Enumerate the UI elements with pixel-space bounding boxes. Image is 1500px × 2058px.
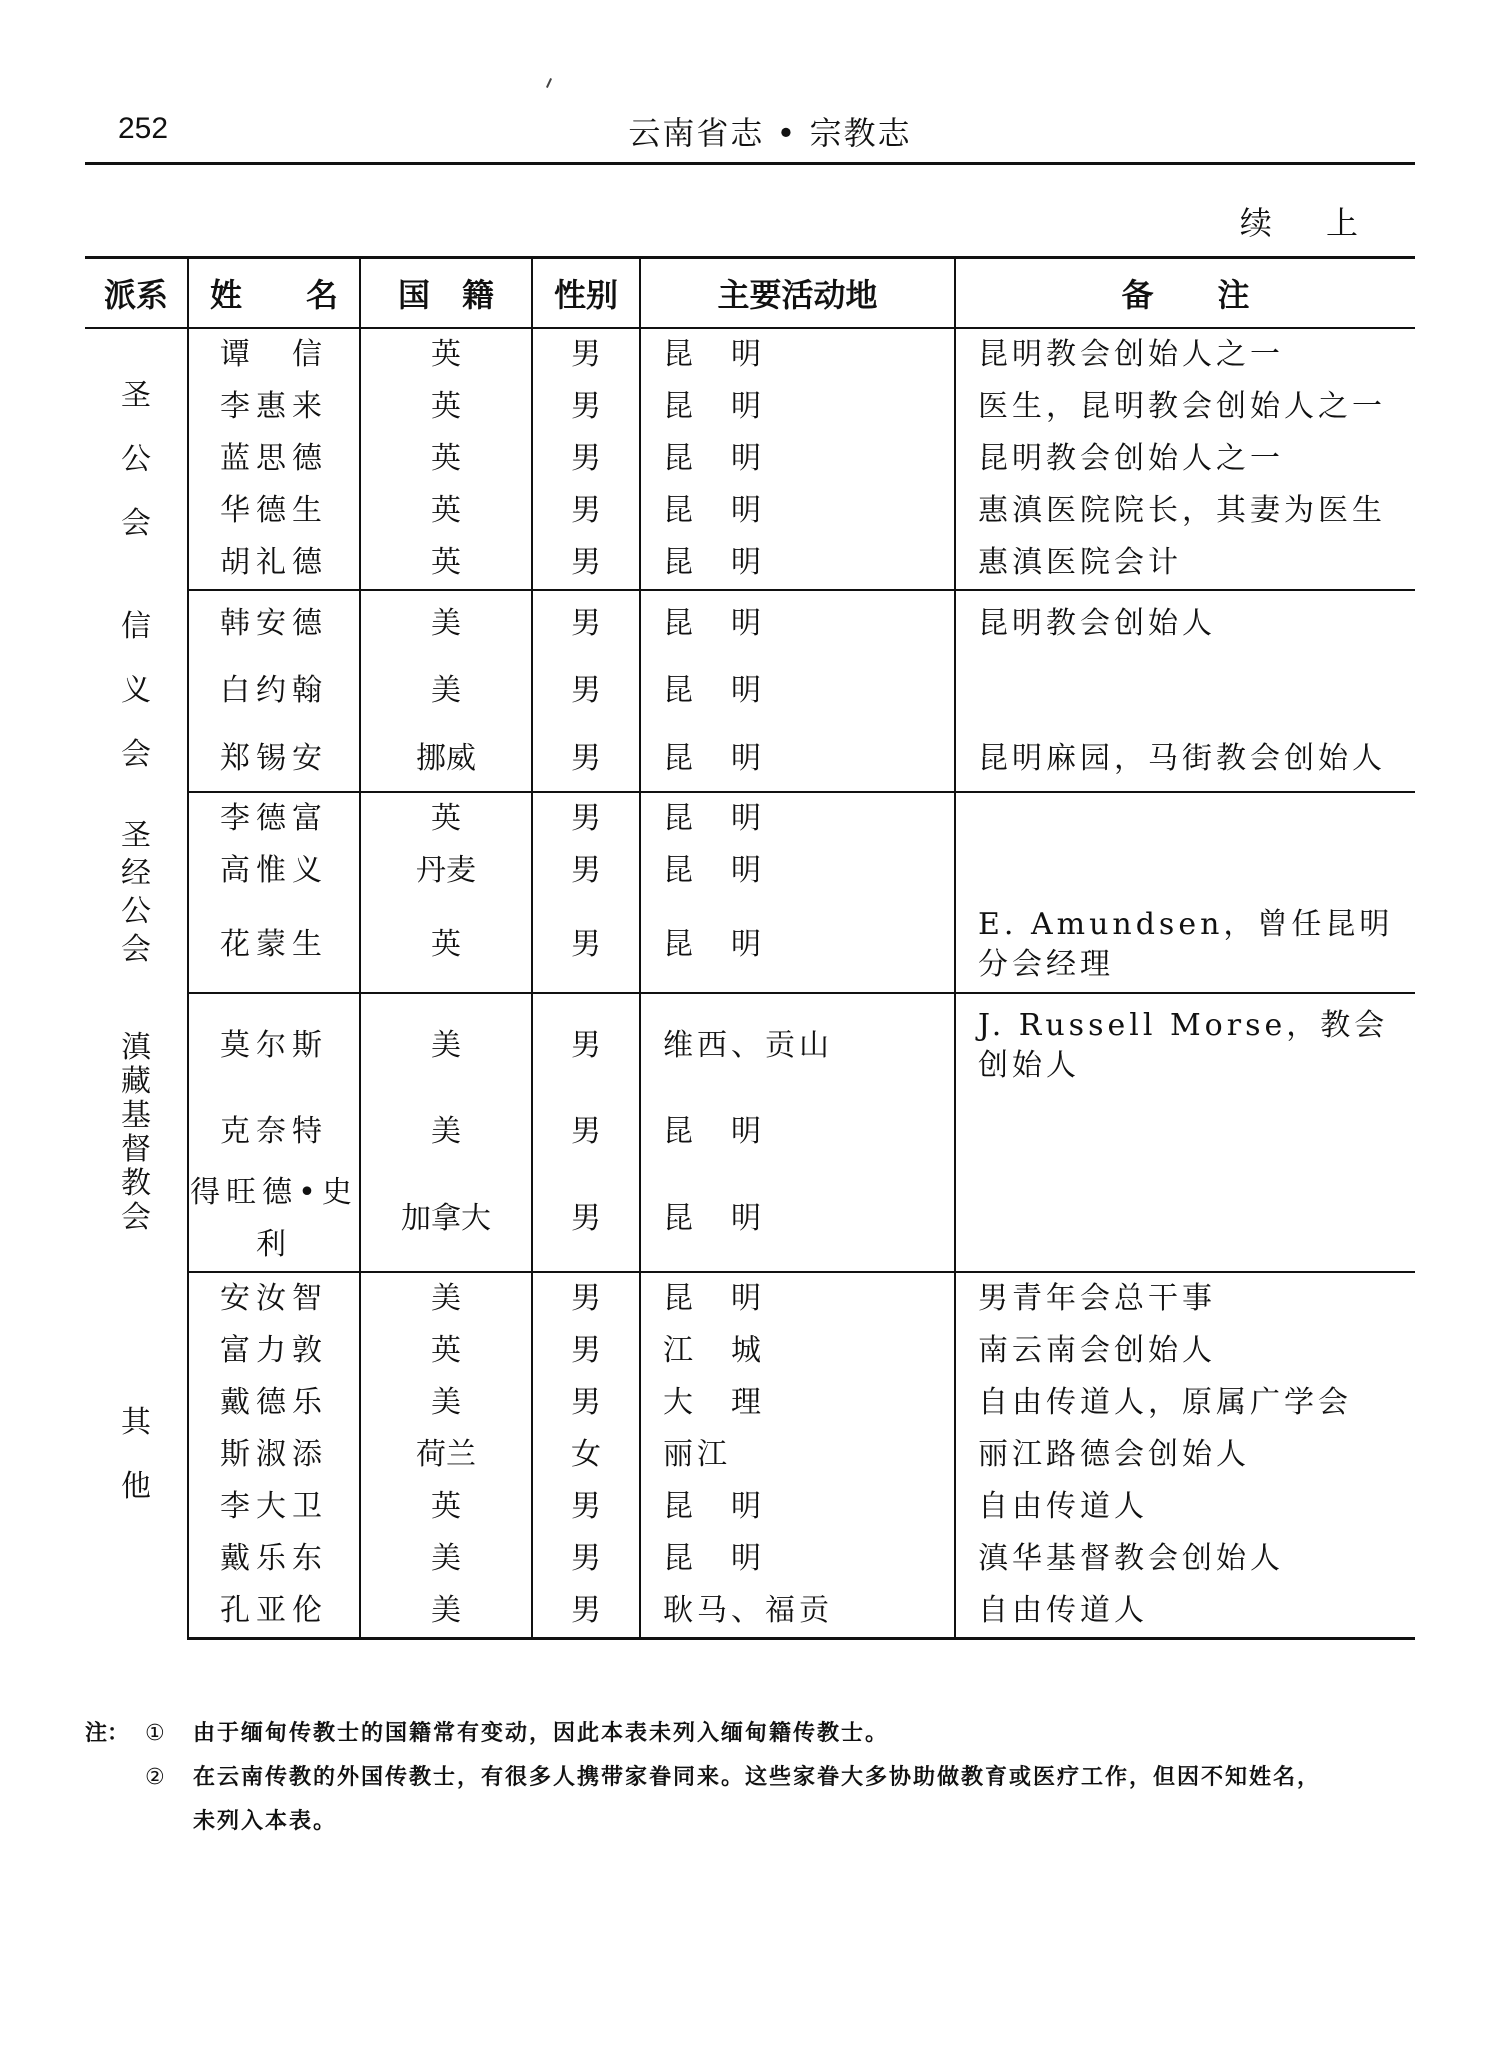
footnote-text: 在云南传教的外国传教士，有很多人携带家眷同来。这些家眷大多协助做教育或医疗工作，但因不知姓名，: [193, 1765, 1322, 1790]
name-cell: 富力敦: [188, 1325, 360, 1377]
footnote-2-continuation: 未列入本表。: [193, 1809, 338, 1834]
nationality-cell: 英: [360, 1325, 532, 1377]
table-row: [85, 537, 1415, 590]
nationality-cell: 美: [360, 590, 532, 656]
nationality-cell: 丹麦: [360, 845, 532, 897]
footnotes: [85, 1712, 1415, 1844]
table-row: [85, 1377, 1415, 1429]
nationality-cell: 英: [360, 485, 532, 537]
nationality-cell: 英: [360, 433, 532, 485]
denomination-char: 督: [121, 1131, 151, 1167]
denomination-cell: [85, 993, 188, 1272]
denomination-char: 公: [121, 893, 151, 929]
sex-cell: 男: [532, 1097, 640, 1167]
note-cell: [955, 1167, 1415, 1272]
note-cell: 昆明麻园，马街教会创始人: [955, 726, 1415, 792]
sex-cell: 女: [532, 1429, 640, 1481]
place-cell: 昆 明: [640, 897, 955, 993]
note-cell: [955, 656, 1415, 726]
table-row: [85, 328, 1415, 381]
denomination-char: 基: [121, 1097, 151, 1133]
table-row: [85, 1429, 1415, 1481]
col-header-place: 主要活动地: [640, 258, 955, 329]
place-cell: 耿马、福贡: [640, 1585, 955, 1639]
table-row: [85, 1533, 1415, 1585]
table-row: [85, 1585, 1415, 1639]
continued-label: 续 上: [1239, 204, 1380, 242]
name-cell: 孔亚伦: [188, 1585, 360, 1639]
name-cell: 花蒙生: [188, 897, 360, 993]
denomination-char: 圣: [121, 377, 151, 413]
sex-cell: 男: [532, 328, 640, 381]
denomination-cell: [85, 328, 188, 590]
table-body: [85, 328, 1415, 1639]
place-cell: 昆 明: [640, 537, 955, 590]
name-cell: 郑锡安: [188, 726, 360, 792]
sex-cell: 男: [532, 381, 640, 433]
footnote-number: ①: [145, 1721, 165, 1746]
note-cell: 医生，昆明教会创始人之一: [955, 381, 1415, 433]
denomination-char: 会: [121, 931, 151, 967]
note-cell: 南云南会创始人: [955, 1325, 1415, 1377]
footnote-number: ②: [145, 1765, 165, 1790]
note-cell: 昆明教会创始人之一: [955, 433, 1415, 485]
col-header-nationality: 国 籍: [360, 258, 532, 329]
note-cell: 丽江路德会创始人: [955, 1429, 1415, 1481]
table-row: [85, 485, 1415, 537]
denomination-char: 会: [121, 1199, 151, 1235]
table-row: [85, 726, 1415, 792]
denomination-char: 会: [121, 737, 151, 772]
name-cell: 戴德乐: [188, 1377, 360, 1429]
denomination-char: 会: [121, 505, 151, 541]
table-row: [85, 993, 1415, 1097]
note-cell: 昆明教会创始人之一: [955, 328, 1415, 381]
name-cell: 李德富: [188, 792, 360, 845]
name-cell: 克奈特: [188, 1097, 360, 1167]
place-cell: 大 理: [640, 1377, 955, 1429]
denomination-cell: [85, 1272, 188, 1639]
name-cell: 李惠来: [188, 381, 360, 433]
nationality-cell: 荷兰: [360, 1429, 532, 1481]
place-cell: 昆 明: [640, 1097, 955, 1167]
nationality-cell: 美: [360, 1585, 532, 1639]
nationality-cell: 美: [360, 1272, 532, 1325]
name-cell: 韩安德: [188, 590, 360, 656]
note-cell: 昆明教会创始人: [955, 590, 1415, 656]
place-cell: 昆 明: [640, 845, 955, 897]
name-cell: 莫尔斯: [188, 993, 360, 1097]
place-cell: 昆 明: [640, 1272, 955, 1325]
nationality-cell: 英: [360, 381, 532, 433]
denomination-char: 藏: [121, 1063, 151, 1099]
place-cell: 昆 明: [640, 1481, 955, 1533]
denomination-char: 信: [121, 609, 151, 644]
nationality-cell: 美: [360, 1533, 532, 1585]
place-cell: 昆 明: [640, 433, 955, 485]
table-row: [85, 792, 1415, 845]
sex-cell: 男: [532, 433, 640, 485]
nationality-cell: 英: [360, 1481, 532, 1533]
nationality-cell: 加拿大: [360, 1167, 532, 1272]
table-header-row: [85, 258, 1415, 329]
col-header-name: 姓 名: [188, 258, 360, 329]
col-header-sex: 性别: [532, 258, 640, 329]
sex-cell: 男: [532, 537, 640, 590]
nationality-cell: 英: [360, 792, 532, 845]
sex-cell: 男: [532, 1585, 640, 1639]
denomination-char: 公: [121, 441, 151, 477]
footnote-1: [85, 1712, 1415, 1756]
note-cell: 自由传道人: [955, 1585, 1415, 1639]
denomination-cell: [85, 590, 188, 792]
denomination-char: 其: [121, 1405, 151, 1441]
table-row: [85, 1481, 1415, 1533]
name-cell: 得旺德•史利: [188, 1167, 360, 1272]
note-cell: 惠滇医院会计: [955, 537, 1415, 590]
note-cell: 惠滇医院院长，其妻为医生: [955, 485, 1415, 537]
sex-cell: 男: [532, 1325, 640, 1377]
place-cell: 丽江: [640, 1429, 955, 1481]
nationality-cell: 英: [360, 537, 532, 590]
page-number: 252: [118, 112, 169, 145]
sex-cell: 男: [532, 845, 640, 897]
sex-cell: 男: [532, 1377, 640, 1429]
col-header-note: 备 注: [955, 258, 1415, 329]
note-cell: E. Amundsen，曾任昆明分会经理: [955, 897, 1415, 993]
table-row: [85, 656, 1415, 726]
nationality-cell: 美: [360, 1377, 532, 1429]
note-cell: [955, 845, 1415, 897]
header-rule: [85, 162, 1415, 165]
name-cell: 斯淑添: [188, 1429, 360, 1481]
footnote-label: 注：: [85, 1721, 130, 1746]
name-cell: 安汝智: [188, 1272, 360, 1325]
table-row: [85, 433, 1415, 485]
table-row: [85, 1167, 1415, 1272]
name-cell: 戴乐东: [188, 1533, 360, 1585]
sex-cell: 男: [532, 1167, 640, 1272]
name-cell: 蓝思德: [188, 433, 360, 485]
denomination-char: 滇: [121, 1029, 151, 1065]
missionary-table: [85, 256, 1415, 1640]
place-cell: 昆 明: [640, 1533, 955, 1585]
nationality-cell: 挪威: [360, 726, 532, 792]
denomination-char: 义: [121, 673, 151, 708]
sex-cell: 男: [532, 590, 640, 656]
note-cell: 男青年会总干事: [955, 1272, 1415, 1325]
running-title: 云南省志 • 宗教志: [628, 114, 912, 152]
place-cell: 昆 明: [640, 792, 955, 845]
sex-cell: 男: [532, 993, 640, 1097]
note-cell: J. Russell Morse，教会创始人: [955, 993, 1415, 1097]
note-cell: 自由传道人: [955, 1481, 1415, 1533]
name-cell: 谭 信: [188, 328, 360, 381]
footnote-2: [85, 1756, 1415, 1800]
table-row: [85, 590, 1415, 656]
place-cell: 昆 明: [640, 328, 955, 381]
place-cell: 昆 明: [640, 726, 955, 792]
footnote-text: 由于缅甸传教士的国籍常有变动，因此本表未列入缅甸籍传教士。: [193, 1721, 890, 1746]
denomination-char: 他: [121, 1469, 151, 1505]
place-cell: 昆 明: [640, 485, 955, 537]
sex-cell: 男: [532, 656, 640, 726]
sex-cell: 男: [532, 485, 640, 537]
col-header-denomination: 派系: [85, 258, 188, 329]
denomination-char: 教: [121, 1165, 151, 1201]
name-cell: 华德生: [188, 485, 360, 537]
place-cell: 昆 明: [640, 1167, 955, 1272]
sex-cell: 男: [532, 1272, 640, 1325]
place-cell: 昆 明: [640, 381, 955, 433]
name-cell: 李大卫: [188, 1481, 360, 1533]
place-cell: 江 城: [640, 1325, 955, 1377]
note-cell: [955, 1097, 1415, 1167]
nationality-cell: 英: [360, 897, 532, 993]
denomination-char: 圣: [121, 817, 151, 853]
denomination-cell: [85, 792, 188, 993]
sex-cell: 男: [532, 1533, 640, 1585]
sex-cell: 男: [532, 897, 640, 993]
note-cell: 自由传道人，原属广学会: [955, 1377, 1415, 1429]
table-row: [85, 845, 1415, 897]
note-cell: 滇华基督教会创始人: [955, 1533, 1415, 1585]
note-cell: [955, 792, 1415, 845]
table-row: [85, 1272, 1415, 1325]
scan-mark: [546, 78, 552, 88]
place-cell: 昆 明: [640, 590, 955, 656]
table-row: [85, 1097, 1415, 1167]
place-cell: 昆 明: [640, 656, 955, 726]
table-row: [85, 381, 1415, 433]
nationality-cell: 美: [360, 656, 532, 726]
table-row: [85, 897, 1415, 993]
sex-cell: 男: [532, 726, 640, 792]
nationality-cell: 美: [360, 993, 532, 1097]
name-cell: 胡礼德: [188, 537, 360, 590]
sex-cell: 男: [532, 1481, 640, 1533]
denomination-char: 经: [121, 855, 151, 891]
nationality-cell: 美: [360, 1097, 532, 1167]
sex-cell: 男: [532, 792, 640, 845]
place-cell: 维西、贡山: [640, 993, 955, 1097]
table-row: [85, 1325, 1415, 1377]
name-cell: 白约翰: [188, 656, 360, 726]
nationality-cell: 英: [360, 328, 532, 381]
name-cell: 高惟义: [188, 845, 360, 897]
